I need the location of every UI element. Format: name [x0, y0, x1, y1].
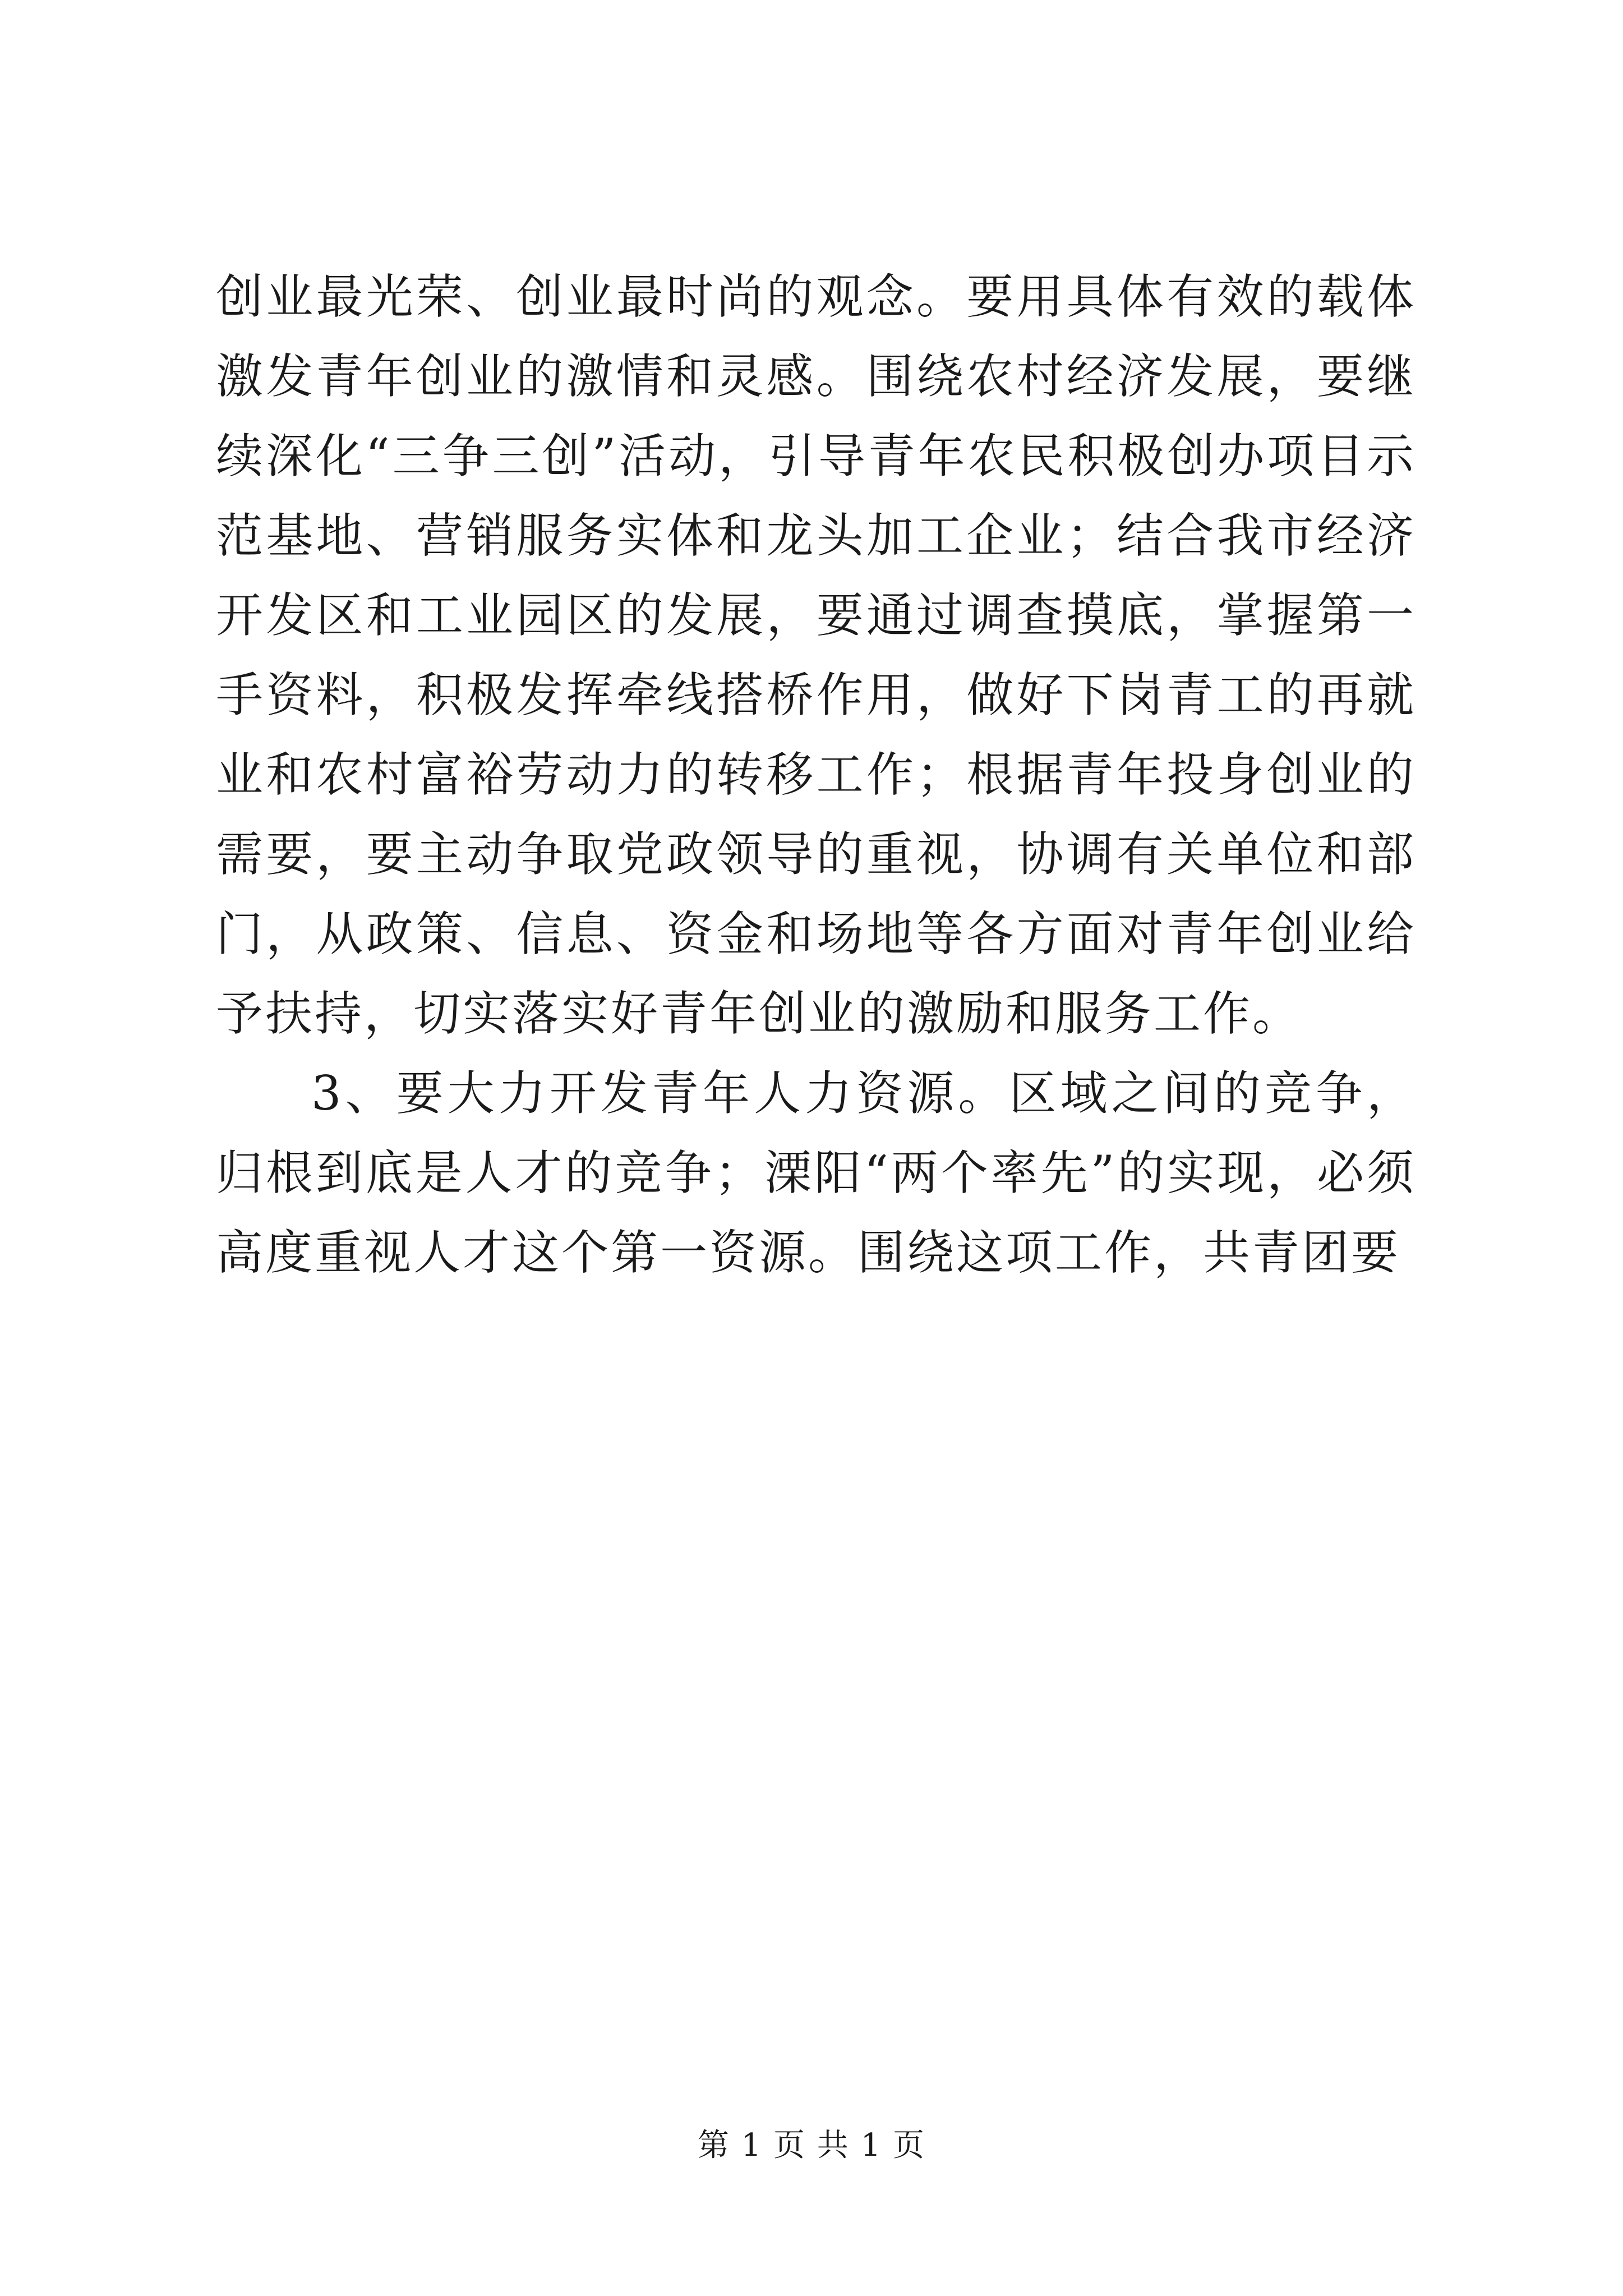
document-body — [216, 257, 1416, 1292]
paragraph-1: 创业最光荣、创业最时尚的观念。要用具体有效的载体激发青年创业的激情和灵感。围绕农村经济发展，要继续深化“三争三创”活动，引导青年农民积极创办项目示范基地、营销服务实体和龙头加工企业；结合我市经济开发区和工业园区的发展，要通过调查摸底，掌握第一手资料，积极发挥牵线搭桥作用，做好下岗青工的再就业和农村富裕劳动力的转移工作；根据青年投身创业的需要，要主动争取党政领导的重视，协调有关单位和部门，从政策、信息、资金和场地等各方面对青年创业给予扶持，切实落实好青年创业的激励和服务工作。 — [216, 269, 1416, 1041]
paragraph-2: 3、要大力开发青年人力资源。区域之间的竞争，归根到底是人才的竞争；溧阳“两个率先”的实现，必须高度重视人才这个第一资源。围绕这项工作，共青团要 — [216, 1066, 1416, 1280]
page-footer: 第 1 页 共 1 页 — [697, 2127, 926, 2164]
